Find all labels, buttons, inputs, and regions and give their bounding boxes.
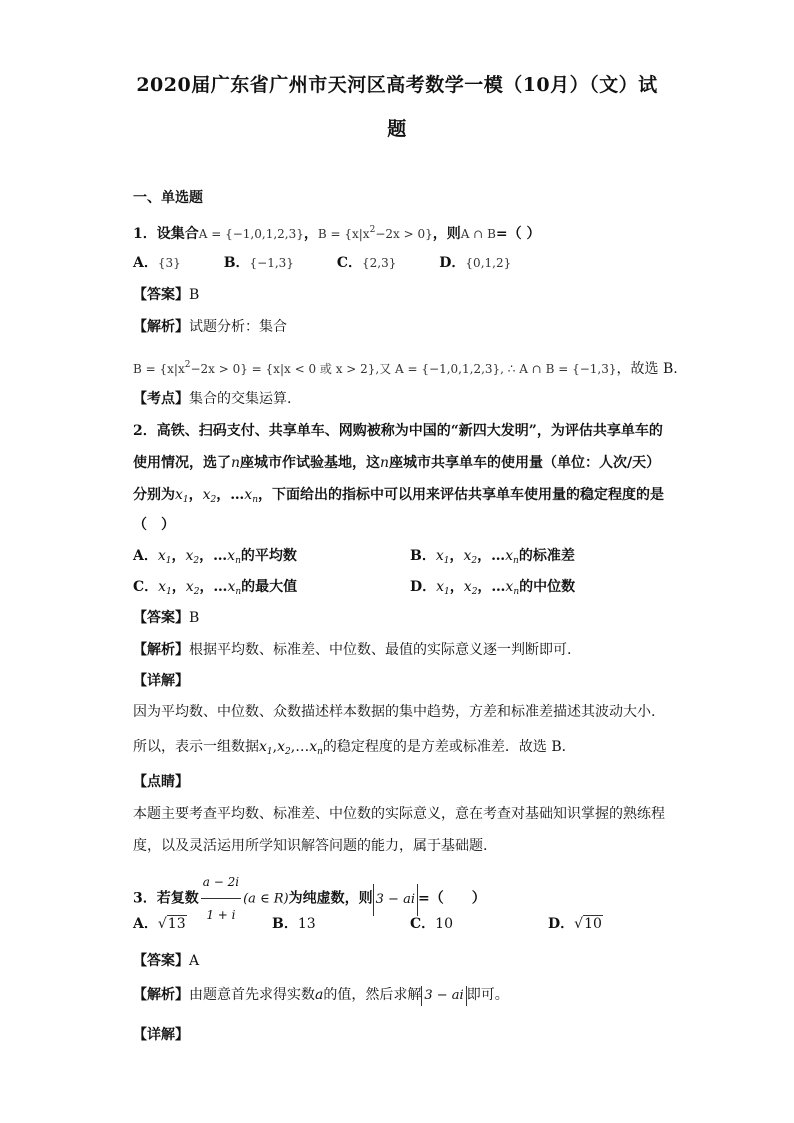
question-2-paren: （ ）	[133, 517, 175, 533]
answer-row	[133, 951, 199, 971]
set-a: A = {−1,0,1,2,3}	[198, 227, 304, 241]
comment-text-2: 度，以及灵活运用所学知识解答问题的能力，属于基础题.	[133, 838, 488, 854]
answer-row	[133, 608, 199, 628]
question-1-options	[133, 253, 511, 273]
solution-end: ，故选 B.	[616, 361, 678, 377]
sqrt-10: √10	[574, 916, 602, 932]
answer-value: B	[189, 287, 200, 303]
question-2-line-3: 分别为$x_1$，$x_2$，$\dots x_n$，下面给出的指标中可以用来评估共享单车使用量的稳定程度的是	[133, 487, 664, 505]
solution-row	[133, 355, 678, 379]
question-2-option-c: C．$x_1$，$x_2$，$\dots x_n$的最大值	[133, 579, 298, 597]
question-then: ，则	[432, 226, 461, 242]
document-title-line-1: 2020届广东省广州市天河区高考数学一模（10月）（文）试	[136, 74, 658, 96]
question-blank: =（ ）	[495, 226, 541, 242]
analysis-tag: 【解析】	[133, 642, 189, 658]
comment-text-1: 本题主要考查平均数、标准差、中位数的实际意义，意在考查对基础知识掌握的熟练程	[133, 806, 665, 822]
question-number: 1．	[133, 226, 157, 242]
detail-text-1: 因为平均数、中位数、众数描述样本数据的集中趋势，方差和标准差描述其波动大小.	[133, 704, 656, 720]
question-3-option-c: C．10	[410, 916, 453, 932]
option-label: B．	[223, 255, 250, 271]
question-2-option-d: D．$x_1$，$x_2$，$\dots x_n$的中位数	[410, 579, 576, 597]
question-3: 3．若复数 $\frac{a - 2i}{1 + i}$ (a ∈ R)为纯虚数，则 3 − ai =（ ）	[133, 866, 486, 931]
question-3-options: A．√13	[133, 916, 186, 932]
option-label: C．	[336, 255, 363, 271]
analysis-tag: 【解析】	[133, 987, 189, 1003]
analysis-text: 根据平均数、标准差、中位数、最值的实际意义逐一判断即可.	[189, 642, 572, 658]
option-label: A．	[133, 255, 158, 271]
question-2-line-1: 2．高铁、扫码支付、共享单车、网购被称为中国的“新四大发明”，为评估共享单车的	[133, 423, 663, 439]
answer-value: B	[189, 610, 200, 626]
analysis-tag: 【解析】	[133, 319, 189, 335]
analysis-row	[133, 317, 287, 337]
comment-tag: 【点睛】	[133, 774, 189, 790]
answer-tag: 【答案】	[133, 953, 189, 969]
modulus-expr: 3 − ai	[373, 884, 418, 916]
question-lead: 设集合	[156, 226, 199, 242]
point-tag: 【考点】	[133, 391, 189, 407]
question-3-option-d: D．√10	[548, 916, 602, 932]
intersection-expr: A ∩ B	[460, 227, 496, 241]
question-2-line-2: 使用情况，选了n座城市作试验基地，这n座城市共享单车的使用量（单位：人次/天）	[133, 455, 661, 471]
option-label: D．	[439, 255, 466, 271]
point-text: 集合的交集运算.	[189, 391, 292, 407]
detail-text-2: 所以，表示一组数据$x_1,x_2,\dots x_n$的稳定程度的是方差或标准差．故选 B．	[133, 739, 576, 757]
answer-tag: 【答案】	[133, 287, 189, 303]
answer-value: A	[189, 953, 200, 969]
question-3-option-b: B．13	[272, 916, 316, 932]
question-number: 3．	[133, 890, 157, 907]
answer-tag: 【答案】	[133, 610, 189, 626]
analysis-row: 【解析】由题意首先求得实数a的值，然后求解 3 − ai 即可。	[133, 985, 509, 1006]
question-1: 1．设集合A = {−1,0,1,2,3}，$B = \{x|x^2-2x > 0\}$，则A ∩ B=（ ）	[133, 225, 541, 242]
complex-fraction: $\frac{a - 2i}{1 + i}$	[201, 866, 241, 931]
detail-tag: 【详解】	[133, 673, 189, 689]
option-value: {2,3}	[362, 256, 397, 270]
section-heading: 一、单选题	[133, 190, 203, 206]
solution-math: $B = \{x|x^2-2x > 0\} = \{x|x < 0$ 或 x > 2},又 A = {−1,0,1,2,3}, ∴ A ∩ B = {−1,3}	[133, 360, 617, 376]
knowledge-point-row	[133, 389, 291, 409]
detail-tag: 【详解】	[133, 1027, 189, 1043]
set-b: $B = \{x|x^2-2x > 0\}$	[317, 225, 433, 241]
question-number: 2．	[133, 423, 157, 439]
answer-row	[133, 285, 199, 305]
analysis-row	[133, 640, 571, 660]
option-value: {3}	[157, 256, 181, 270]
option-value: {−1,3}	[249, 256, 294, 270]
sqrt-13: √13	[157, 916, 186, 932]
analysis-text: 试题分析：集合	[189, 319, 287, 335]
document-title-line-2: 题	[387, 118, 407, 140]
question-2-option-a: A．$x_1$，$x_2$，$\dots x_n$的平均数	[133, 548, 297, 566]
question-2-option-b: B．$x_1$，$x_2$，$\dots x_n$的标准差	[410, 548, 575, 566]
option-value: {0,1,2}	[465, 256, 512, 270]
